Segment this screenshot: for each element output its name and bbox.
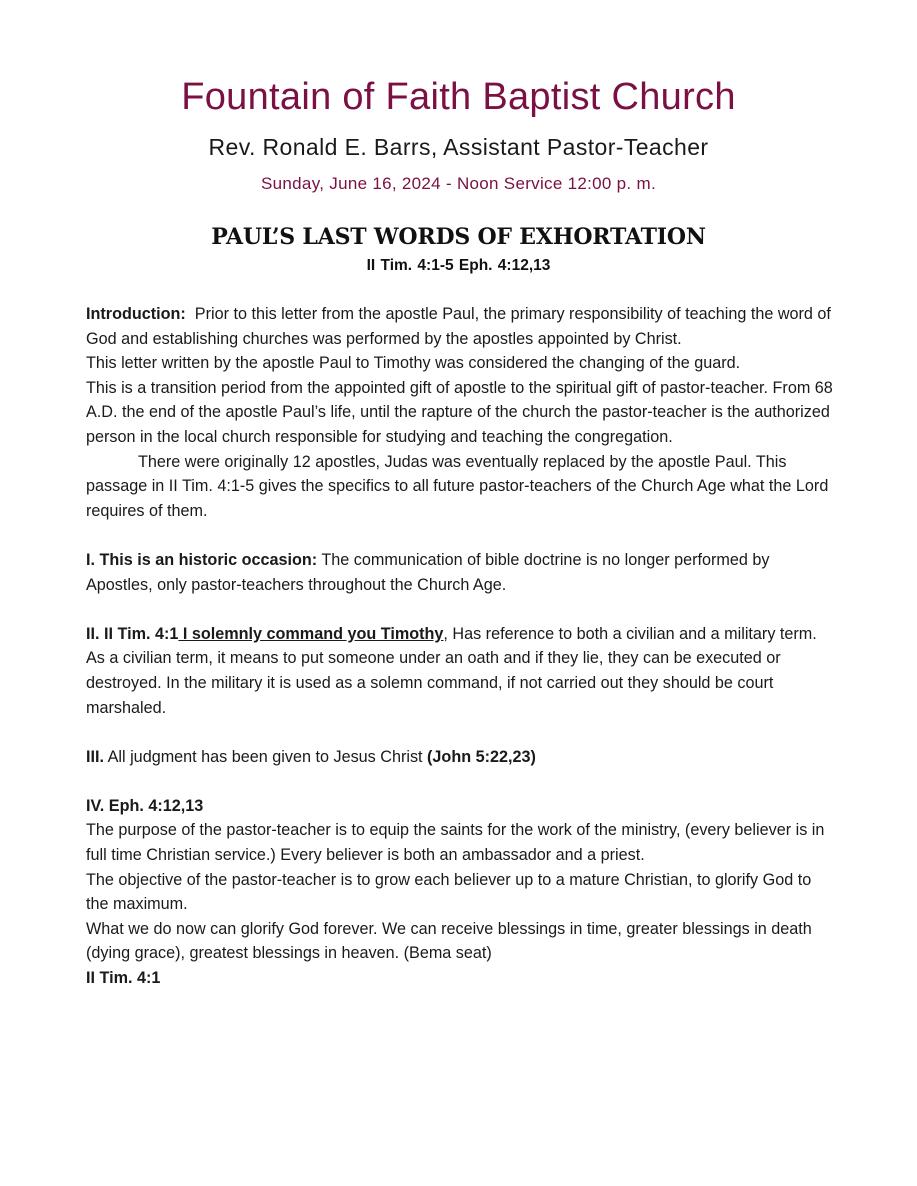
church-name: Fountain of Faith Baptist Church — [181, 76, 736, 118]
sermon-references: II Tim. 4:1-5 Eph. 4:12,13 — [366, 257, 551, 274]
sermon-title: PAUL’S LAST WORDS OF EXHORTATION — [211, 224, 706, 250]
closing-ref — [86, 966, 834, 991]
sermon-body — [86, 302, 834, 991]
pastor-line: Rev. Ronald E. Barrs, Assistant Pastor-Teacher — [208, 134, 709, 160]
intro-paragraph — [86, 302, 834, 351]
point-4-text-1: The purpose of the pastor-teacher is to equip the saints for the work of the ministry, (every believer is in full time Christian service.) Every believer is both an ambassador and a priest. — [86, 821, 825, 865]
intro-text-3: This is a transition period from the appointed gift of apostle to the spiritual gift of pastor-teacher. From 68 A.D. the end of the apostle Paul’s life, until the rapture of the church the pastor-teacher is the authorized person in the local church responsible for studying and teaching the congregation. — [86, 378, 833, 446]
point-2 — [86, 622, 834, 720]
point-2-underlined-quote: I solemnly command you Timothy — [178, 624, 444, 643]
point-4-label — [86, 794, 834, 819]
point-1 — [86, 548, 834, 597]
intro-paragraph-4 — [86, 450, 834, 524]
point-4-text-3: What we do now can glorify God forever. We can receive blessings in time, greater blessings in death (dying grace), greatest blessings in heaven. (Bema seat) — [86, 919, 812, 963]
intro-text-2: This letter written by the apostle Paul to Timothy was considered the changing of the guard. — [86, 354, 741, 373]
point-2-text: , Has reference to both a civilian and a military term. As a civilian term, it means to put someone under an oath and if they lie, they can be executed or destroyed. In the military it is used as a solemn command, if not carried out they should be court marshaled. — [86, 624, 817, 717]
point-3 — [86, 745, 834, 770]
point-3-ref: (John 5:22,23) — [427, 747, 536, 766]
service-date-line: Sunday, June 16, 2024 - Noon Service 12:00 p. m. — [261, 174, 656, 193]
point-3-text: All judgment has been given to Jesus Christ — [104, 747, 428, 766]
point-1-text: The communication of bible doctrine is no longer performed by Apostles, only pastor-teachers throughout the Church Age. — [86, 550, 770, 594]
intro-label: Introduction: — [86, 305, 186, 323]
point-4-text-2: The objective of the pastor-teacher is to grow each believer up to a mature Christian, to glorify God to the maximum. — [86, 870, 812, 914]
point-1-label: I. This is an historic occasion: — [86, 550, 318, 569]
closing-ref-text: II Tim. 4:1 — [86, 969, 161, 988]
point-3-label: III. — [86, 747, 104, 766]
point-2-label: II. II Tim. 4:1 — [86, 624, 179, 643]
point-4-label-text: IV. Eph. 4:12,13 — [86, 796, 204, 815]
intro-text-1: Prior to this letter from the apostle Paul, the primary responsibility of teaching the word of God and establishing churches was performed by the apostles appointed by Christ. — [86, 305, 831, 348]
intro-text-4: There were originally 12 apostles, Judas was eventually replaced by the apostle Paul. This passage in II Tim. 4:1-5 gives the specifics to all future pastor-teachers of the Church Age what the Lord requires of them. — [86, 452, 829, 520]
